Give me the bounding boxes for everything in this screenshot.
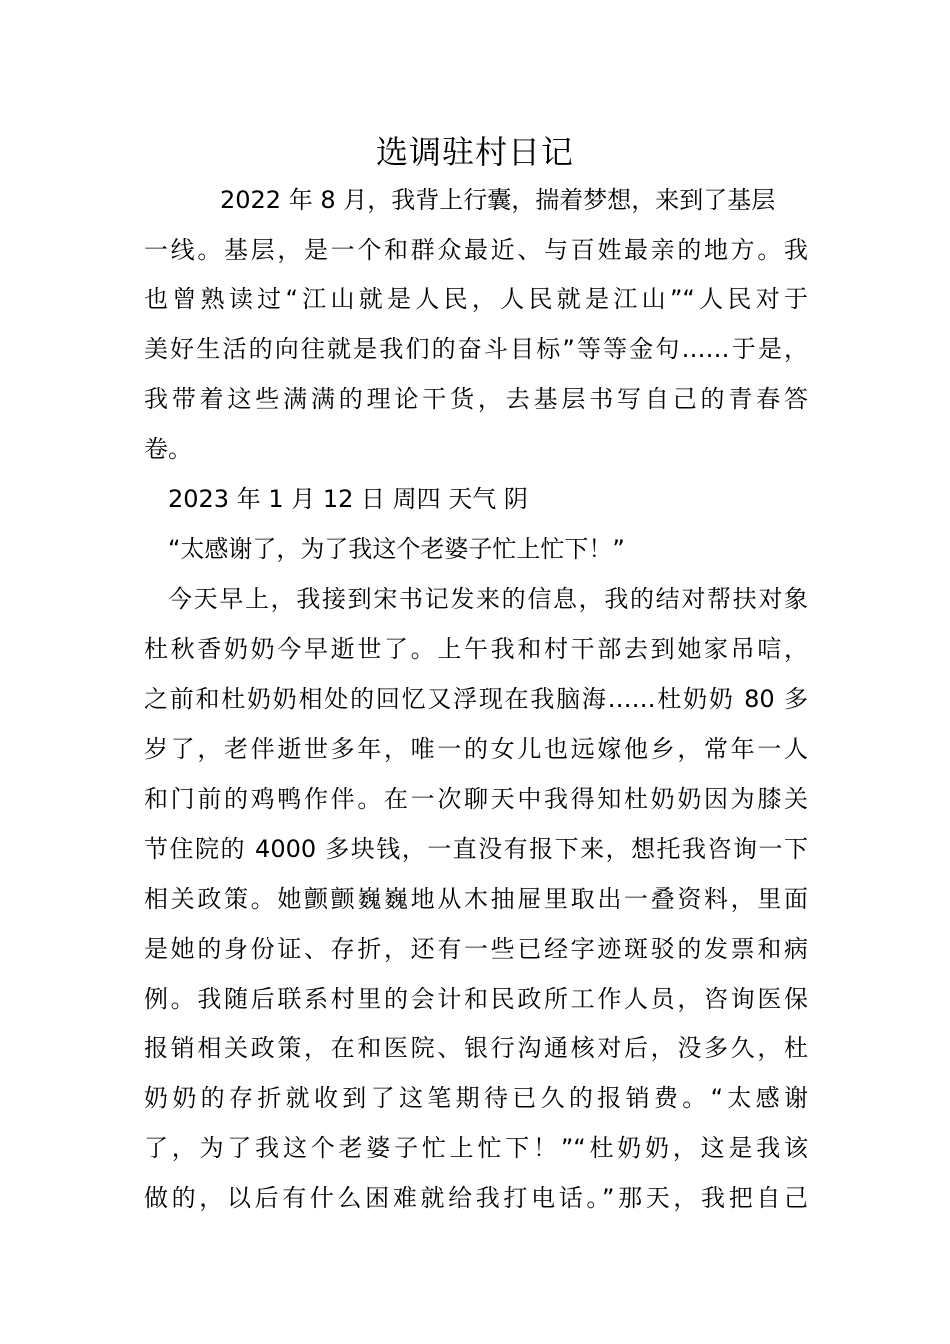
paragraph-line: 做的，以后有什么困难就给我打电话。”那天，我把自己 [144, 1184, 808, 1212]
entry-date: 2023 年 1 月 12 日 周四 天气 阴 [168, 485, 528, 513]
paragraph-line: 之前和杜奶奶相处的回忆又浮现在我脑海……杜奶奶 80 多 [144, 685, 808, 713]
paragraph-line: 我带着这些满满的理论干货，去基层书写自己的青春答 [144, 385, 808, 413]
entry-quote: “太感谢了，为了我这个老婆子忙上忙下！” [168, 535, 625, 563]
paragraph-line: 卷。 [144, 435, 192, 463]
paragraph-line: 也曾熟读过“江山就是人民，人民就是江山”“人民对于 [144, 285, 808, 313]
paragraph-line: 奶奶的存折就收到了这笔期待已久的报销费。“太感谢 [144, 1084, 808, 1112]
paragraph-line: 和门前的鸡鸭作伴。在一次聊天中我得知杜奶奶因为膝关 [144, 785, 808, 813]
paragraph-line: 今天早上，我接到宋书记发来的信息，我的结对帮扶对象 [168, 585, 808, 613]
paragraph-line: 报销相关政策，在和医院、银行沟通核对后，没多久，杜 [144, 1034, 808, 1062]
paragraph-line: 节住院的 4000 多块钱，一直没有报下来，想托我咨询一下 [144, 835, 808, 863]
paragraph-line: 美好生活的向往就是我们的奋斗目标”等等金句……于是， [144, 335, 808, 363]
paragraph-line: 杜秋香奶奶今早逝世了。上午我和村干部去到她家吊唁， [144, 635, 808, 663]
paragraph-line: 岁了，老伴逝世多年，唯一的女儿也远嫁他乡，常年一人 [144, 735, 808, 763]
paragraph-line: 了，为了我这个老婆子忙上忙下！”“杜奶奶，这是我该 [144, 1134, 808, 1162]
paragraph-line: 例。我随后联系村里的会计和民政所工作人员，咨询医保 [144, 985, 808, 1013]
paragraph-line: 是她的身份证、存折，还有一些已经字迹斑驳的发票和病 [144, 935, 808, 963]
paragraph-line: 一线。基层，是一个和群众最近、与百姓最亲的地方。我 [144, 236, 808, 264]
paragraph-line: 相关政策。她颤颤巍巍地从木抽屉里取出一叠资料，里面 [144, 885, 808, 913]
paragraph-line: 2022 年 8 月，我背上行囊，揣着梦想，来到了基层 [220, 186, 776, 214]
document-title: 选调驻村日记 [375, 133, 574, 171]
